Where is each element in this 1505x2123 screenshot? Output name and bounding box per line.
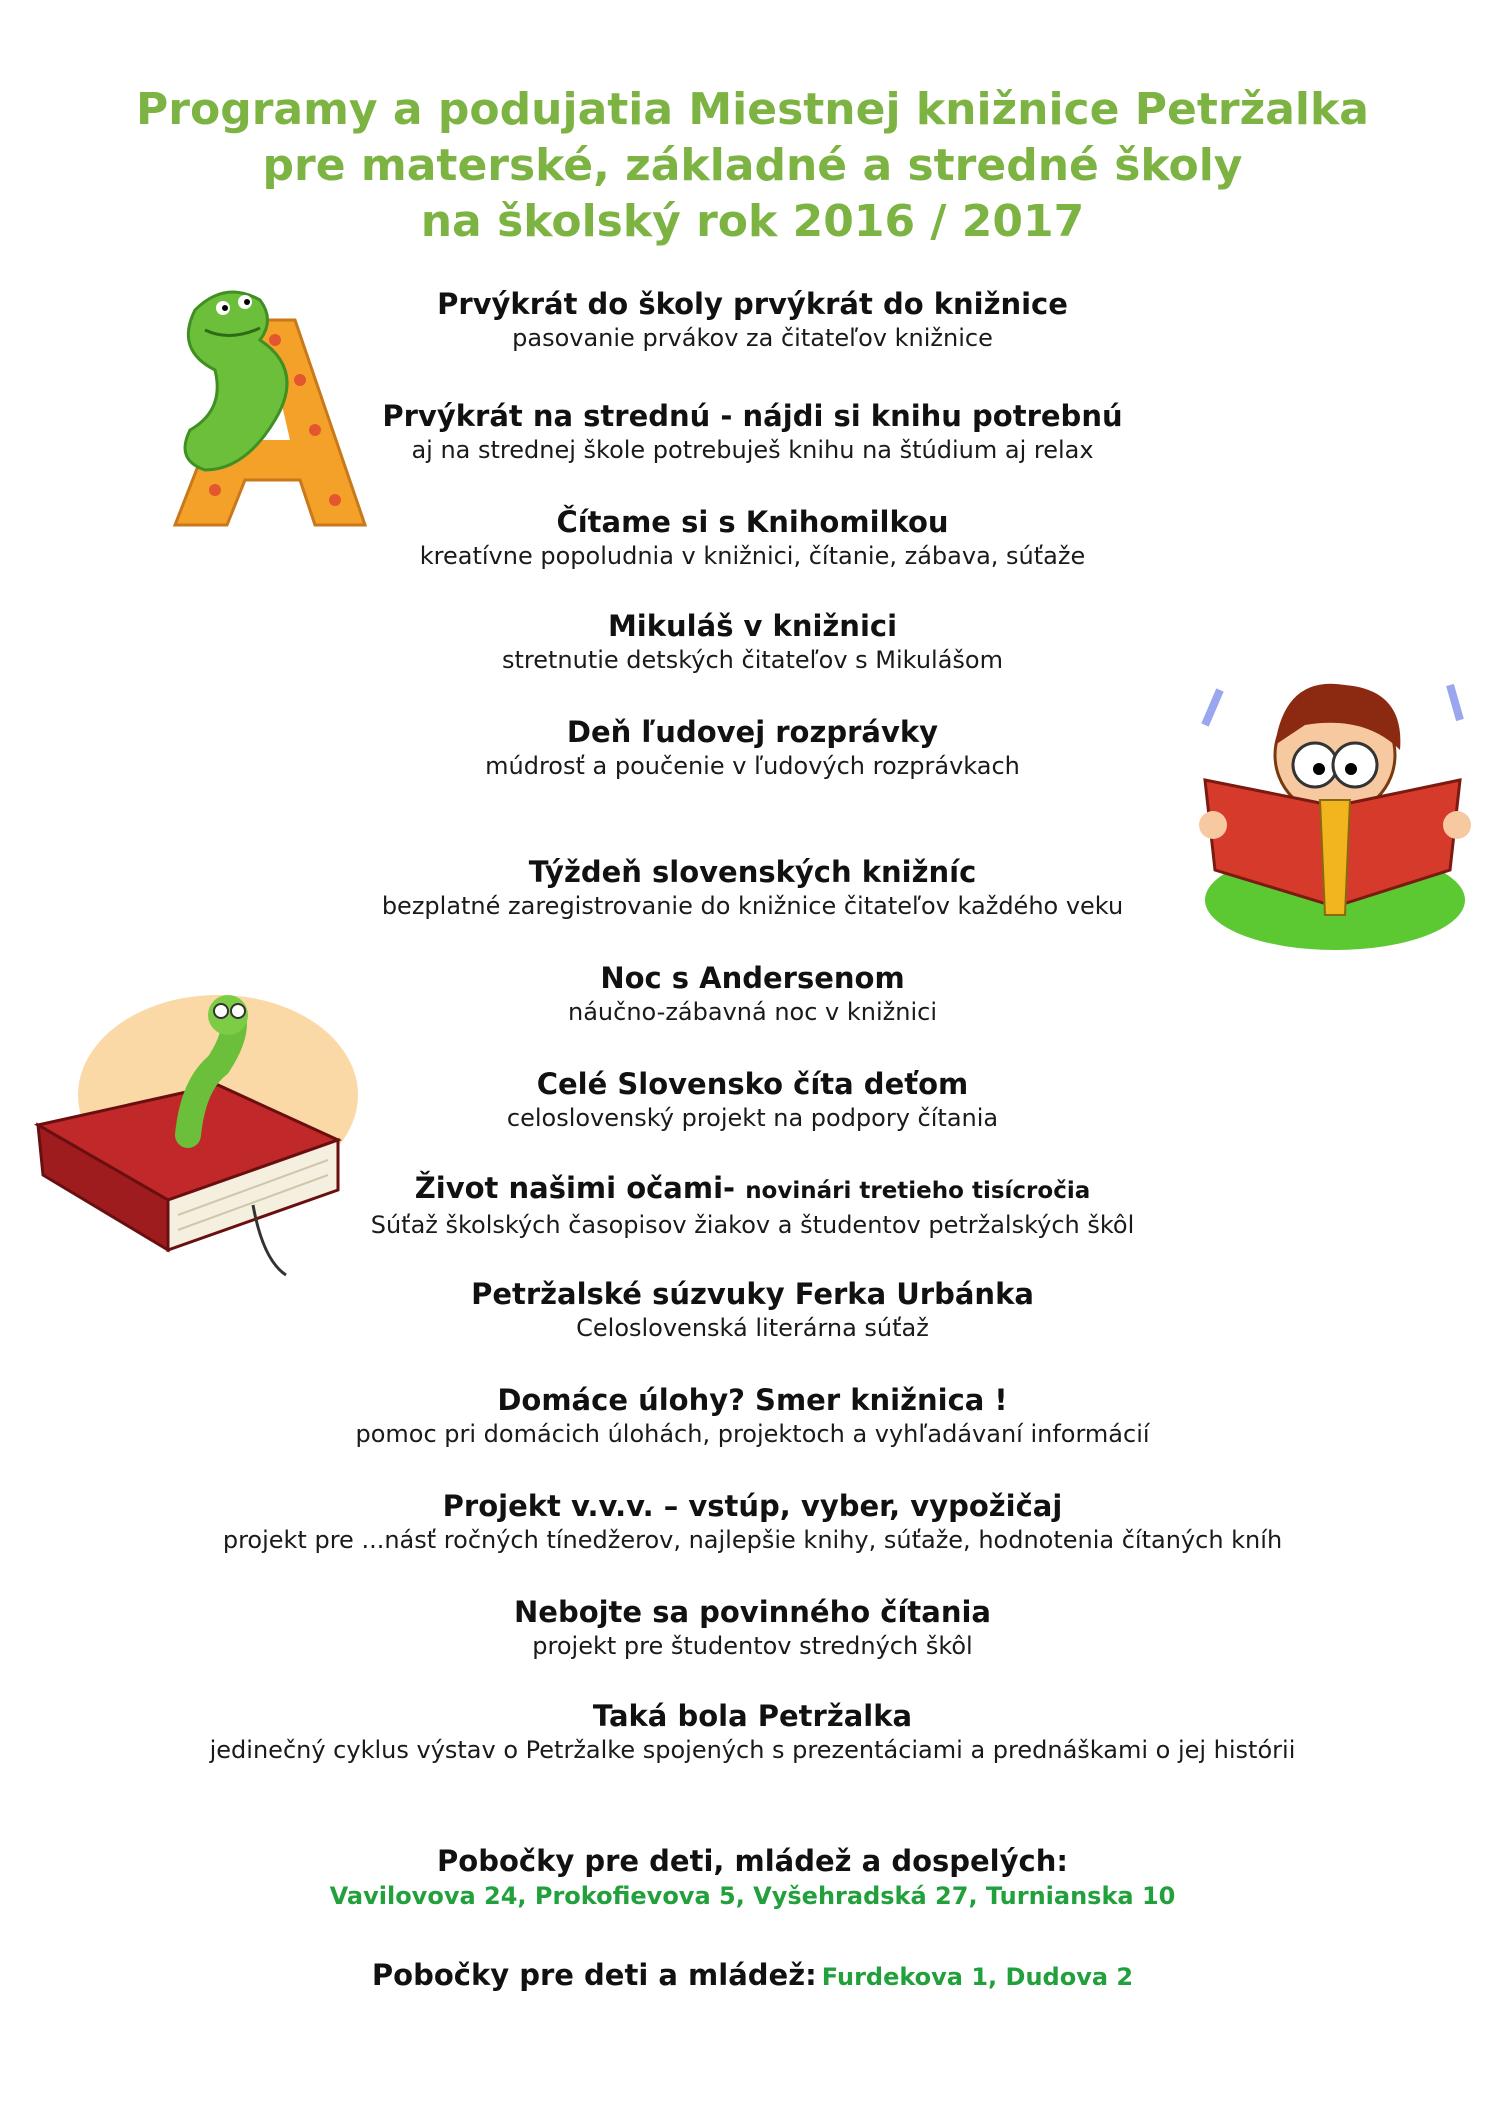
- program-6: [0, 854, 1505, 922]
- program-3: [0, 504, 1505, 572]
- program-desc: stretnutie detských čitateľov s Mikulášom: [501, 646, 1003, 674]
- program-desc: jedinečný cyklus výstav o Petržalke spojených s prezentáciami a prednáškami o jej histórii: [209, 1736, 1296, 1764]
- title-line-3: na školský rok 2016 / 2017: [420, 196, 1085, 247]
- program-desc: náučno-zábavná noc v knižnici: [568, 998, 937, 1026]
- program-1: [0, 286, 1505, 354]
- branches-youth-addresses: Furdekova 1, Dudova 2: [821, 1963, 1134, 1991]
- program-desc: Celoslovenská literárna súťaž: [576, 1314, 929, 1342]
- program-desc: aj na strednej škole potrebuješ knihu na štúdium aj relax: [411, 436, 1094, 464]
- program-desc: pasovanie prvákov za čitateľov knižnice: [512, 324, 993, 352]
- program-name: Petržalské súzvuky Ferka Urbánka: [471, 1277, 1034, 1311]
- program-13: [0, 1594, 1505, 1662]
- branches-adults-label: Pobočky pre deti, mládež a dospelých:: [437, 1844, 1068, 1878]
- program-name: Deň ľudovej rozprávky: [566, 715, 939, 749]
- program-name-main: Život našimi očami-: [414, 1171, 736, 1205]
- program-desc: pomoc pri domácich úlohách, projektoch a vyhľadávaní informácií: [355, 1420, 1150, 1448]
- program-name: Noc s Andersenom: [600, 961, 905, 995]
- program-10: [0, 1276, 1505, 1344]
- page-title: [0, 82, 1505, 250]
- program-name: Nebojte sa povinného čítania: [514, 1595, 991, 1629]
- branches-adults: [0, 1842, 1505, 1912]
- program-name-suffix: novinári tretieho tisícročia: [745, 1178, 1091, 1204]
- branches-youth: [0, 1958, 1505, 1992]
- program-2: [0, 398, 1505, 466]
- program-8: [0, 1066, 1505, 1134]
- program-name: Týždeň slovenských knižníc: [528, 855, 977, 889]
- title-line-1: Programy a podujatia Miestnej knižnice Petržalka: [136, 84, 1369, 135]
- program-desc: projekt pre ...násť ročných tínedžerov, najlepšie knihy, súťaže, hodnotenia čítaných kníh: [222, 1526, 1283, 1554]
- program-desc: celoslovenský projekt na podpory čítania: [506, 1104, 999, 1132]
- branches-youth-label: Pobočky pre deti a mládež:: [371, 1958, 817, 1992]
- program-name: [0, 1170, 1505, 1209]
- program-desc: projekt pre študentov stredných škôl: [532, 1632, 973, 1660]
- program-4: [0, 608, 1505, 676]
- program-name: Taká bola Petržalka: [592, 1699, 913, 1733]
- program-desc: bezplatné zaregistrovanie do knižnice čitateľov každého veku: [381, 892, 1124, 920]
- program-desc: kreatívne popoludnia v knižnici, čítanie, zábava, súťaže: [419, 542, 1086, 570]
- program-name: Celé Slovensko číta deťom: [536, 1067, 969, 1101]
- program-11: [0, 1382, 1505, 1450]
- program-name: Prvýkrát na strednú - nájdi si knihu potrebnú: [382, 399, 1123, 433]
- program-12: [0, 1488, 1505, 1556]
- program-name: Mikuláš v knižnici: [607, 609, 898, 643]
- program-desc: múdrosť a poučenie v ľudových rozprávkach: [485, 752, 1020, 780]
- program-name: Domáce úlohy? Smer knižnica !: [497, 1383, 1008, 1417]
- program-7: [0, 960, 1505, 1028]
- program-name: Prvýkrát do školy prvýkrát do knižnice: [437, 287, 1068, 321]
- branches-adults-addresses: Vavilovova 24, Prokofievova 5, Vyšehradská 27, Turnianska 10: [329, 1882, 1176, 1910]
- program-9: [0, 1170, 1505, 1241]
- program-14: [0, 1698, 1505, 1766]
- program-name: Čítame si s Knihomilkou: [556, 505, 949, 539]
- program-desc: Súťaž školských časopisov žiakov a študentov petržalských škôl: [370, 1211, 1135, 1239]
- program-5: [0, 714, 1505, 782]
- title-line-2: pre materské, základné a stredné školy: [262, 140, 1243, 191]
- program-name: Projekt v.v.v. – vstúp, vyber, vypožičaj: [442, 1489, 1063, 1523]
